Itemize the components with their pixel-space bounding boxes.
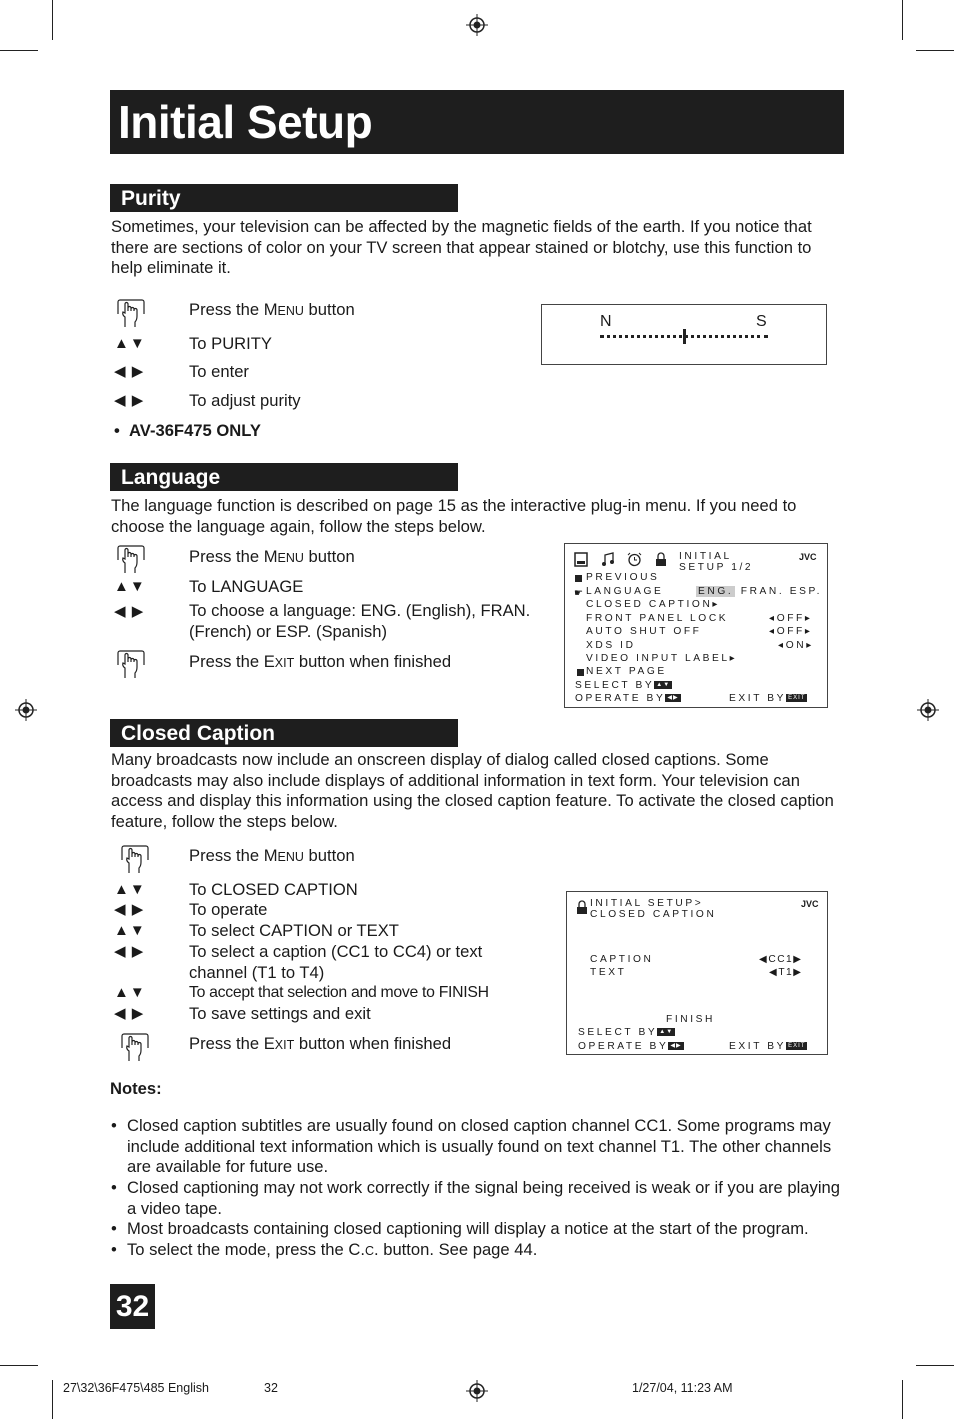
small-caps: XIT (274, 656, 295, 670)
menu-hand-icon (120, 843, 150, 875)
up-down-arrows-icon: ▲▼ (114, 922, 146, 939)
exit-key-icon: EXIT (788, 695, 806, 702)
cc-step-4: To select CAPTION or TEXT (189, 921, 399, 940)
bullet: • (114, 421, 120, 440)
menu-hand-icon (116, 297, 146, 329)
osd-exit-by (729, 1041, 807, 1052)
crop-mark (52, 0, 53, 40)
purity-step-3: To enter (189, 362, 249, 381)
section-heading-closed-caption: Closed Caption (110, 719, 458, 747)
osd-text-value: ◀T1▶ (769, 967, 803, 978)
step-text: button when finished (294, 1034, 452, 1053)
purity-north-label: N (600, 313, 612, 330)
registration-mark-icon (15, 699, 37, 721)
osd-header-line2: SETUP 1/2 (679, 562, 754, 573)
title-bar (110, 90, 844, 154)
cc-step-6: To accept that selection and move to FINISH (189, 984, 489, 1001)
alarm-clock-icon (627, 552, 642, 567)
step-text: Press the E (189, 1034, 275, 1053)
down-arrow-icon (577, 669, 584, 676)
osd-select-by-text: SELECT BY (578, 1027, 658, 1038)
registration-mark-icon (466, 14, 488, 36)
note-text: Closed caption subtitles are usually found on closed caption channel CC1. Some programs may include additional text information which is usually found on text channel T1. The other channels are available for future use. (127, 1116, 832, 1177)
cc-step-5: To select a caption (CC1 to CC4) or text channel (T1 to T4) (189, 942, 483, 982)
registration-mark-icon (917, 699, 939, 721)
cc-step-7: To save settings and exit (189, 1004, 371, 1023)
osd-auto-shut-value: ◂OFF▸ (769, 626, 813, 637)
section-heading-language: Language (110, 463, 458, 491)
osd-operate-by (578, 1041, 684, 1052)
footer-file: 27\32\36F475\485 English (63, 1381, 209, 1395)
cc-step-2: To CLOSED CAPTION (189, 880, 358, 899)
osd-xds-id: XDS ID (586, 640, 636, 651)
purity-step-1 (189, 300, 355, 322)
picture-icon (574, 552, 588, 567)
step-text: Press the M (189, 300, 278, 319)
crop-mark (916, 50, 954, 51)
up-down-arrows-icon: ▲▼ (114, 335, 146, 352)
model-note-text: AV-36F475 ONLY (129, 421, 261, 440)
language-step-3: To choose a language: ENG. (English), FRAN. (French) or ESP. (Spanish) (189, 601, 531, 641)
osd-closed-caption: CLOSED CAPTION▸ (586, 599, 721, 610)
purity-intro: Sometimes, your television can be affected by the magnetic fields of the earth. If you notice that there are sections of color on your TV screen that appear stained or blotchy, use this function to help eliminate it. (111, 217, 812, 278)
up-down-key-icon: ▲▼ (656, 682, 671, 689)
lock-icon (576, 900, 588, 915)
small-caps: ENU (277, 850, 304, 864)
osd-front-panel-value: ◂OFF▸ (769, 613, 813, 624)
left-right-arrows-icon: ◀ ▶ (114, 363, 145, 380)
osd-exit-by-text: EXIT BY (729, 693, 787, 704)
exit-hand-icon (120, 1031, 150, 1063)
page-number: 32 (110, 1284, 155, 1329)
osd-text-label: TEXT (590, 967, 627, 978)
language-intro: The language function is described on page 15 as the interactive plug-in menu. If you need to choose the language again, follow the steps below. (111, 496, 797, 536)
up-down-key-icon: ▲▼ (659, 1029, 674, 1036)
jvc-logo: JVC (801, 899, 819, 909)
left-right-arrows-icon: ◀ ▶ (114, 943, 145, 960)
small-caps: ENU (277, 551, 304, 565)
osd-language: LANGUAGE (586, 586, 664, 597)
section-heading-purity: Purity (110, 184, 458, 212)
osd-header-line1: INITIAL SETUP> (590, 898, 704, 909)
cc-step-8 (189, 1034, 451, 1056)
step-text: button (303, 547, 355, 566)
osd-header-line1: INITIAL (679, 551, 732, 562)
left-right-arrows-icon: ◀ ▶ (114, 901, 145, 918)
note-item (111, 1178, 846, 1219)
osd-operate-by (575, 693, 681, 704)
left-right-key-icon: ◀▶ (667, 695, 679, 702)
language-step-2: To LANGUAGE (189, 577, 304, 596)
purity-screen (541, 304, 827, 365)
language-step-1 (189, 547, 355, 569)
pointing-hand-icon: ☛ (574, 588, 583, 599)
small-caps: C (364, 1244, 374, 1258)
jvc-logo: JVC (799, 552, 817, 562)
osd-video-input-label: VIDEO INPUT LABEL▸ (586, 653, 738, 664)
bullet: • (111, 1116, 117, 1135)
osd-header-line2: CLOSED CAPTION (590, 909, 717, 920)
purity-south-label: S (756, 313, 767, 330)
small-caps: XIT (274, 1038, 295, 1052)
purity-step-2: To PURITY (189, 334, 272, 353)
crop-mark (52, 1380, 53, 1419)
note-text: Most broadcasts containing closed captioning will display a notice at the start of the program. (127, 1219, 809, 1238)
small-caps: ENU (277, 304, 304, 318)
cc-step-3: To operate (189, 900, 268, 919)
osd-lang-esp: ESP. (789, 586, 823, 597)
osd-caption-value: ◀CC1▶ (759, 954, 803, 965)
closed-caption-osd-screen (566, 891, 828, 1055)
purity-step-4: To adjust purity (189, 391, 301, 410)
crop-mark (902, 1380, 903, 1419)
osd-exit-by-text: EXIT BY (729, 1041, 787, 1052)
language-osd-screen (564, 543, 828, 708)
registration-mark-icon (466, 1380, 488, 1402)
notes-title: Notes: (110, 1079, 162, 1098)
up-down-arrows-icon: ▲▼ (114, 578, 146, 595)
left-right-arrows-icon: ◀ ▶ (114, 392, 145, 409)
osd-front-panel-lock: FRONT PANEL LOCK (586, 613, 729, 624)
left-right-arrows-icon: ◀ ▶ (114, 603, 145, 620)
crop-mark (0, 1365, 38, 1366)
up-down-arrows-icon: ▲▼ (114, 984, 146, 1001)
step-text: button (303, 300, 355, 319)
closed-caption-intro: Many broadcasts now include an onscreen display of dialog called closed captions. Some broadcasts may also include displays of additional information in text form. Your television can access and display this information using the closed caption feature. To activate the closed caption feature, follow the steps below. (111, 750, 834, 832)
osd-finish: FINISH (666, 1014, 715, 1025)
osd-next-page: NEXT PAGE (586, 666, 667, 677)
footer-date: 1/27/04, 11:23 AM (632, 1381, 733, 1395)
crop-mark (902, 0, 903, 40)
osd-xds-value: ◂ON▸ (778, 640, 814, 651)
purity-indicator (683, 329, 686, 344)
osd-auto-shut-off: AUTO SHUT OFF (586, 626, 702, 637)
up-arrow-icon (575, 575, 582, 582)
footer-page: 32 (264, 1381, 278, 1395)
bullet: • (111, 1219, 117, 1238)
crop-mark (916, 1365, 954, 1366)
note-item (111, 1116, 846, 1178)
bullet: • (111, 1178, 117, 1197)
left-right-arrows-icon: ◀ ▶ (114, 1005, 145, 1022)
osd-lang-eng: ENG. (698, 586, 734, 597)
osd-exit-by (729, 693, 807, 704)
step-text: button when finished (294, 652, 452, 671)
osd-select-by (575, 680, 672, 691)
crop-mark (0, 50, 38, 51)
cc-step-1 (189, 846, 355, 868)
osd-select-by (578, 1027, 675, 1038)
step-text: Press the E (189, 652, 275, 671)
note-item (111, 1240, 846, 1262)
note-text: Closed captioning may not work correctly if the signal being received is weak or if you are playing a video tape. (127, 1178, 840, 1218)
exit-hand-icon (116, 648, 146, 680)
osd-operate-by-text: OPERATE BY (578, 1041, 669, 1052)
osd-previous: PREVIOUS (586, 572, 660, 583)
step-text: Press the M (189, 547, 278, 566)
step-text: button (303, 846, 355, 865)
note-item (111, 1219, 851, 1240)
menu-hand-icon (116, 543, 146, 575)
osd-lang-fran: FRAN. (740, 586, 785, 597)
bullet: • (111, 1240, 117, 1259)
lock-icon (655, 552, 667, 567)
osd-select-by-text: SELECT BY (575, 680, 655, 691)
exit-key-icon: EXIT (788, 1043, 806, 1050)
osd-operate-by-text: OPERATE BY (575, 693, 666, 704)
left-right-key-icon: ◀▶ (670, 1043, 682, 1050)
page-title: Initial Setup (118, 96, 373, 148)
osd-lang-values (696, 586, 822, 597)
osd-caption-label: CAPTION (590, 954, 654, 965)
step-text: Press the M (189, 846, 278, 865)
note-text: . button. See page 44. (374, 1240, 538, 1259)
up-down-arrows-icon: ▲▼ (114, 881, 146, 898)
music-note-icon (601, 552, 615, 567)
model-note (114, 421, 261, 441)
note-text: To select the mode, press the C. (127, 1240, 365, 1259)
language-step-4 (189, 652, 451, 674)
